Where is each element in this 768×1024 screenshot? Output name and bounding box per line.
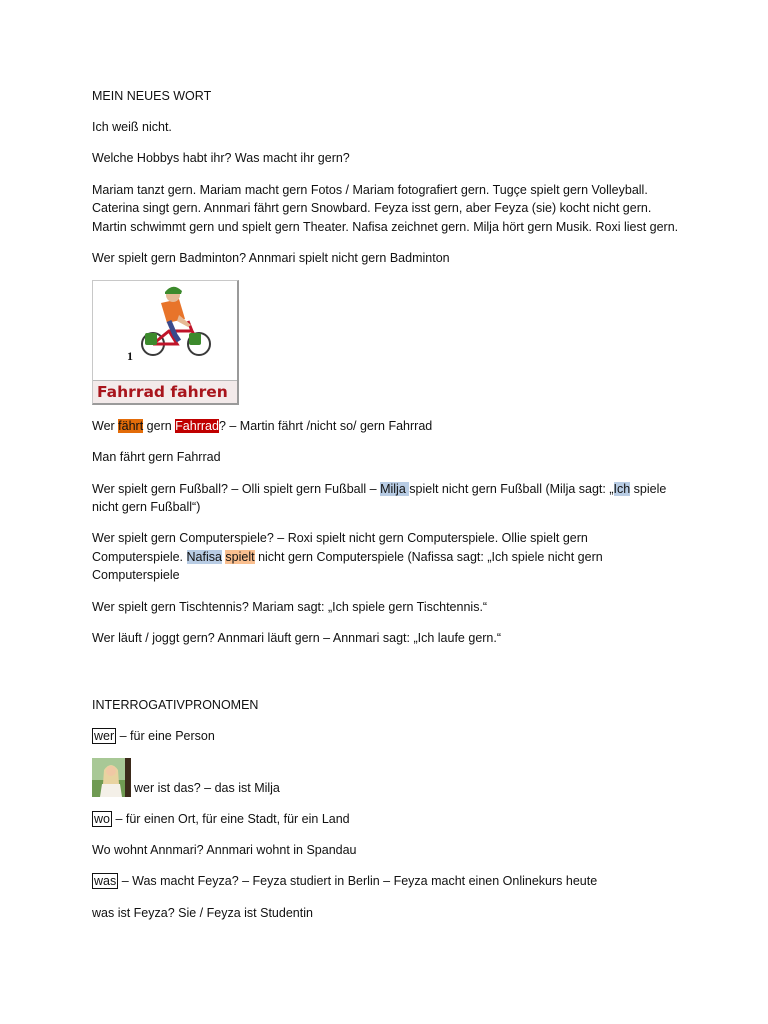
boxed-word: wer <box>94 729 115 744</box>
highlight-verb: fährt <box>118 419 144 434</box>
text: – Was macht Feyza? – Feyza studiert in Berlin – Feyza macht einen Onlinekurs heute <box>118 874 598 889</box>
figure-caption: Fahrrad fahren <box>93 380 237 403</box>
heading-mein-neues-wort: MEIN NEUES WORT <box>92 89 212 103</box>
paragraph: Wer läuft / joggt gern? Annmari läuft gern – Annmari sagt: „Ich laufe gern.“ <box>92 630 502 645</box>
paragraph: Man fährt gern Fahrrad <box>92 450 221 465</box>
text: Wer spielt gern Computerspiele? – Roxi spielt nicht gern Computerspiele. Ollie spielt gern Computerspiele. <box>92 531 588 564</box>
text: spielt nicht gern Fußball (Milja sagt: „ <box>409 481 614 496</box>
text: spiele nicht gern Fußball“) <box>92 481 667 515</box>
paragraph-wer <box>92 727 682 746</box>
highlight-noun: Fahrrad <box>175 419 219 434</box>
paragraph: Wer spielt gern Badminton? Annmari spielt nicht gern Badminton <box>92 250 450 265</box>
paragraph-computerspiele <box>92 529 682 585</box>
photo-line <box>92 758 682 797</box>
paragraph-wo <box>92 810 682 829</box>
cycling-illustration <box>92 280 239 405</box>
paragraph-fahrrad <box>92 417 682 436</box>
figure-number: 1 <box>127 349 133 364</box>
cyclist-icon <box>93 281 237 381</box>
text: Wer <box>92 419 119 434</box>
photo-caption: wer ist das? – das ist Milja <box>134 780 280 795</box>
heading-interrogativpronomen: INTERROGATIVPRONOMEN <box>92 698 259 713</box>
paragraph: was ist Feyza? Sie / Feyza ist Studentin <box>92 905 313 920</box>
paragraph-fussball <box>92 480 682 517</box>
person-icon <box>92 758 131 797</box>
boxed-word: was <box>94 874 117 889</box>
highlight-verb: spielt <box>225 549 255 564</box>
document-body <box>92 87 682 935</box>
boxed-word: wo <box>94 812 110 826</box>
person-photo <box>92 758 131 797</box>
paragraph: Ich weiß nicht. <box>92 120 172 135</box>
text: gern <box>143 419 176 434</box>
paragraph-hobbies: Mariam tanzt gern. Mariam macht gern Fotos / Mariam fotografiert gern. Tugçe spielt gern Volleyball. Caterina singt gern. Annmari fährt gern Snowbard. Feyza isst gern, aber Feyza (sie) kocht nicht gern. Martin schwimmt gern und spielt gern Theater. Nafisa zeichnet gern. Milja hört gern Musik. Roxi liest gern. <box>92 182 679 234</box>
spacer <box>92 660 682 696</box>
paragraph: Wo wohnt Annmari? Annmari wohnt in Spandau <box>92 843 357 858</box>
highlight-subject: Nafisa <box>186 549 222 564</box>
text: nicht gern Computerspiele (Nafissa sagt: „Ich spiele nicht gern Computerspiele <box>92 549 603 583</box>
paragraph: Wer spielt gern Tischtennis? Mariam sagt: „Ich spiele gern Tischtennis.“ <box>92 599 488 614</box>
text: – für einen Ort, für eine Stadt, für ein Land <box>111 812 350 826</box>
paragraph: Welche Hobbys habt ihr? Was macht ihr gern? <box>92 151 350 166</box>
highlight-subject: Milja <box>380 481 410 496</box>
paragraph-was <box>92 872 682 891</box>
text: ? – Martin fährt /nicht so/ gern Fahrrad <box>218 419 433 434</box>
text: – für eine Person <box>116 729 215 744</box>
text: Wer spielt gern Fußball? – Olli spielt gern Fußball – <box>92 481 381 496</box>
highlight-subject: Ich <box>613 481 631 496</box>
